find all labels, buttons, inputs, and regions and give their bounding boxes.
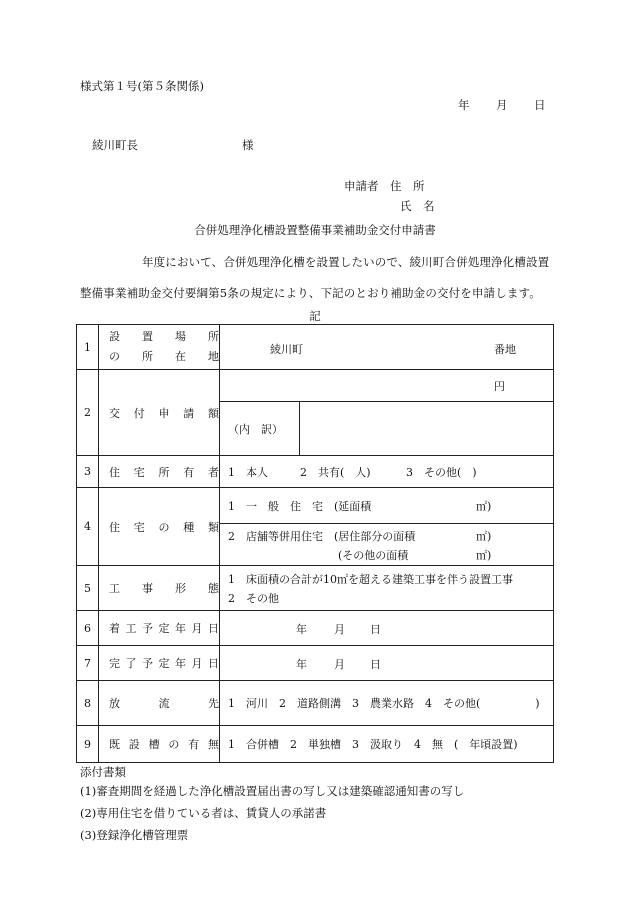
label-char: 定 [158,657,170,670]
house-type-general: 1 一 般 住 宅 (延面積 [228,500,372,513]
breakdown-value [300,402,554,456]
label-line [99,736,219,752]
row-number: 1 [77,325,99,370]
row-label [99,611,220,646]
label-char: 工 [125,622,137,635]
label-char: 予 [142,657,153,670]
form-number: 様式第１号(第５条関係) [80,79,204,93]
row-number: 8 [77,681,99,726]
owner-options [220,456,554,488]
label-char: 類 [208,520,219,534]
date-year-label: 年 [458,98,470,112]
date-month-label: 月 [496,98,508,112]
date-day-label: 日 [534,98,546,112]
work-type-option-2: 2 その他 [228,592,279,605]
row-number: 7 [77,646,99,681]
label-char: 年 [175,657,186,670]
label-char: 流 [158,697,170,710]
label-char: 地 [208,350,219,363]
row-label [99,646,220,681]
label-char: 事 [142,582,153,595]
label-char: の [158,520,170,534]
location-value [220,325,554,370]
start-month-label: 月 [334,623,345,636]
breakdown-label: （内 訳） [220,402,300,456]
row-label [99,325,220,370]
yen-label: 円 [494,379,505,393]
row-label [99,370,220,456]
document-title: 合併処理浄化槽設置整備事業補助金交付申請書 [194,223,436,237]
label-char: 所 [208,330,219,343]
owner-option-1: 1 本人 [228,466,268,479]
work-type-option-1: 1 床面積の合計が10㎡を超える建築工事を伴う設置工事 [228,573,513,586]
label-char: 設 [128,738,140,751]
label-char: 有 [183,465,195,479]
label-char: 額 [208,406,219,420]
label-line [99,464,219,480]
house-type-option-2 [220,524,554,566]
label-char: 宅 [133,520,145,534]
label-char: 付 [133,406,145,420]
ki-marker: 記 [309,309,321,323]
label-char: 住 [109,465,120,479]
label-char: 完 [109,657,120,670]
table-row [77,611,554,646]
label-char: 先 [208,697,219,710]
existing-tank-options: 1 合併槽 2 単独槽 3 汲取り 4 無 ( 年頃設置) [220,726,554,763]
attachment-item-3: (3)登録浄化槽管理票 [80,828,189,842]
label-char: 種 [183,520,195,534]
row-number: 5 [77,566,99,611]
label-line [99,620,219,636]
row-label [99,681,220,726]
label-char: 着 [109,622,120,635]
label-char: 置 [142,330,153,343]
label-char: 日 [208,622,219,635]
applicant-name-label: 氏 名 [400,199,435,213]
label-line [99,347,219,367]
discharge-options: 1 河川 2 道路側溝 3 農業水路 4 その他( ) [220,681,554,726]
house-type-option-1 [220,488,554,524]
label-char: 月 [191,657,203,670]
label-char: 場 [175,330,186,343]
table-row [77,325,554,370]
table-row [77,681,554,726]
label-line [99,327,219,347]
area-unit: ㎡) [476,500,492,513]
start-date-value [220,611,554,646]
label-char: 交 [109,406,120,420]
area-unit: ㎡) [476,530,492,543]
application-table [76,324,554,763]
other-area-label: (その他の面積 [338,549,409,562]
label-char: 放 [109,697,120,710]
banchi-label: 番地 [494,343,516,356]
table-row [77,456,554,488]
label-char: 住 [109,520,120,534]
owner-option-2: 2 共有( 人) [300,466,371,479]
label-char: 所 [142,350,153,363]
body-paragraph-line1: 年度において、合併処理浄化槽を設置したいので、綾川町合併処理浄化槽設置 [142,255,550,269]
label-char: 有 [188,738,200,751]
label-char: 宅 [133,465,145,479]
label-char: 既 [109,738,120,751]
row-label [99,566,220,611]
label-line [99,695,219,711]
label-line [99,405,219,421]
label-char: 申 [158,406,170,420]
label-line [99,519,219,535]
label-char: 者 [208,465,219,479]
label-char: 工 [109,582,120,595]
table-row [77,726,554,763]
attachment-item-1: (1)審査期間を経過した浄化槽設置届出書の写し又は建築確認通知書の写し [80,784,465,798]
work-type-options [220,566,554,611]
date-line [458,97,546,113]
table-row [77,566,554,611]
label-char: 所 [158,465,170,479]
label-char: の [109,350,120,363]
row-label [99,488,220,566]
row-number: 9 [77,726,99,763]
completion-day-label: 日 [370,658,381,671]
row-number: 2 [77,370,99,456]
applicant-address-label: 申請者 住 所 [344,179,425,193]
attachments-heading: 添付書類 [80,765,126,779]
table-row [77,646,554,681]
label-char: 設 [109,330,120,343]
body-paragraph-line2: 整備事業補助金交付要綱第5条の規定により、下記のとおり補助金の交付を申請します。 [80,286,541,300]
label-char: 日 [208,657,219,670]
label-char: 年 [175,622,186,635]
table-row [77,370,554,402]
owner-option-3: 3 その他( ) [406,466,477,479]
completion-year-label: 年 [296,658,307,671]
label-char: 形 [175,582,186,595]
row-label [99,726,220,763]
town-name: 綾川町 [270,343,303,356]
attachment-item-2: (2)専用住宅を借りている者は、賃貸人の承諾書 [80,806,327,820]
label-char: 槽 [148,738,160,751]
table-row [77,488,554,524]
completion-date-value [220,646,554,681]
row-label [99,456,220,488]
label-char: の [168,738,180,751]
addressee: 綾川町長 [92,138,138,152]
amount-value [220,370,554,402]
row-number: 4 [77,488,99,566]
label-line [99,655,219,671]
start-day-label: 日 [370,623,381,636]
label-char: 請 [183,406,195,420]
honorific: 様 [242,138,254,152]
start-year-label: 年 [296,623,307,636]
label-char: 予 [142,622,153,635]
row-number: 6 [77,611,99,646]
label-char: 在 [175,350,186,363]
label-char: 了 [125,657,137,670]
label-char: 無 [207,738,219,751]
house-type-mixed: 2 店舗等併用住宅 (居住部分の面積 [228,530,416,543]
label-char: 月 [191,622,203,635]
row-number: 3 [77,456,99,488]
label-char: 態 [208,582,219,595]
label-char: 定 [158,622,170,635]
label-line [99,580,219,596]
completion-month-label: 月 [334,658,345,671]
area-unit: ㎡) [476,549,492,562]
